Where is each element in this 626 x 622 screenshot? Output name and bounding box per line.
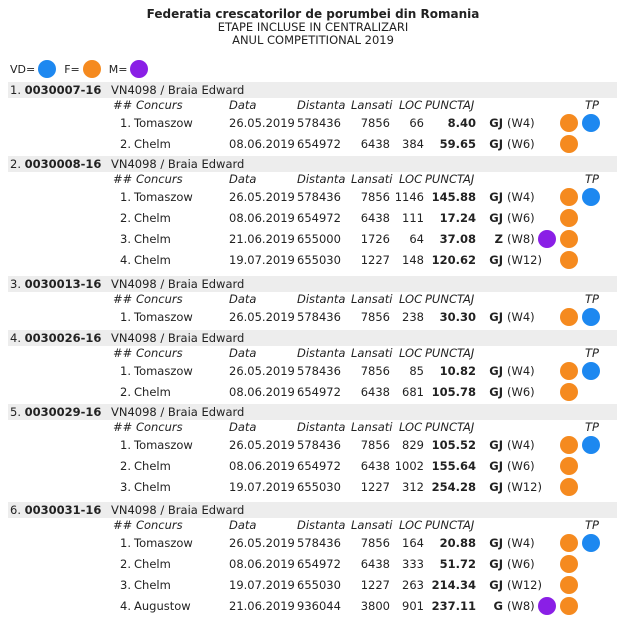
race-category: GJ bbox=[489, 438, 503, 452]
race-nr: 4. bbox=[120, 599, 131, 613]
pigeon-number: 3. bbox=[10, 277, 21, 291]
col-header-lansati: Lansati bbox=[351, 346, 393, 360]
badge-orange-dot bbox=[560, 114, 578, 132]
race-series: (W6) bbox=[507, 557, 535, 571]
col-header-nr bbox=[113, 518, 183, 532]
race-released: 1726 bbox=[360, 232, 390, 246]
col-header-tp: TP bbox=[585, 346, 599, 360]
race-released: 6438 bbox=[360, 557, 390, 571]
column-header-row bbox=[0, 98, 626, 112]
race-score: 8.40 bbox=[447, 116, 476, 130]
race-place: 384 bbox=[402, 137, 424, 151]
race-distance: 654972 bbox=[297, 459, 341, 473]
race-released: 7856 bbox=[360, 438, 390, 452]
race-concurs: Tomaszow bbox=[134, 116, 193, 130]
race-date: 26.05.2019 bbox=[229, 190, 295, 204]
race-distance: 655000 bbox=[297, 232, 341, 246]
race-nr: 4. bbox=[120, 253, 131, 267]
race-score: 214.34 bbox=[431, 578, 476, 592]
owner-name: VN4098 / Braia Edward bbox=[111, 503, 245, 517]
badge-orange-dot bbox=[560, 534, 578, 552]
race-row bbox=[0, 361, 626, 381]
race-score: 30.30 bbox=[439, 310, 476, 324]
race-released: 7856 bbox=[360, 116, 390, 130]
race-series: (W6) bbox=[507, 211, 535, 225]
race-date: 19.07.2019 bbox=[229, 480, 295, 494]
pigeon-header bbox=[8, 156, 617, 172]
legend-label-m: M= bbox=[108, 62, 128, 76]
race-concurs: Tomaszow bbox=[134, 364, 193, 378]
race-category: GJ bbox=[489, 459, 503, 473]
race-score: 155.64 bbox=[431, 459, 476, 473]
race-row bbox=[0, 533, 626, 553]
race-row bbox=[0, 229, 626, 249]
race-place: 238 bbox=[402, 310, 424, 324]
race-nr: 1. bbox=[120, 310, 131, 324]
race-released: 7856 bbox=[360, 364, 390, 378]
race-released: 7856 bbox=[360, 536, 390, 550]
race-concurs: Chelm bbox=[134, 232, 171, 246]
col-header-loc: LOC bbox=[399, 518, 423, 532]
ring-code: 0030029-16 bbox=[24, 405, 102, 419]
col-header-nr bbox=[113, 346, 183, 360]
race-row bbox=[0, 250, 626, 270]
race-place: 1146 bbox=[394, 190, 424, 204]
race-category: GJ bbox=[489, 211, 503, 225]
race-category: GJ bbox=[489, 557, 503, 571]
col-header-nr-text: ## bbox=[113, 98, 133, 112]
race-concurs: Chelm bbox=[134, 557, 171, 571]
badge-orange-dot bbox=[560, 230, 578, 248]
race-released: 1227 bbox=[360, 480, 390, 494]
pigeon-header bbox=[8, 276, 617, 292]
col-header-data: Data bbox=[229, 172, 257, 186]
col-header-distanta: Distanta bbox=[297, 292, 346, 306]
page-subtitle: ETAPE INCLUSE IN CENTRALIZARI bbox=[217, 20, 409, 34]
race-row bbox=[0, 435, 626, 455]
race-category: GJ bbox=[489, 536, 503, 550]
race-distance: 578436 bbox=[297, 190, 341, 204]
badge-orange-dot bbox=[560, 188, 578, 206]
race-score: 145.88 bbox=[431, 190, 476, 204]
race-place: 681 bbox=[402, 385, 424, 399]
race-nr: 2. bbox=[120, 211, 131, 225]
race-nr: 2. bbox=[120, 137, 131, 151]
pigeon-header bbox=[8, 404, 617, 420]
race-series: (W6) bbox=[507, 459, 535, 473]
race-distance: 578436 bbox=[297, 438, 341, 452]
race-concurs: Tomaszow bbox=[134, 536, 193, 550]
badge-orange-dot bbox=[560, 383, 578, 401]
badge-blue-dot bbox=[582, 436, 600, 454]
race-category: GJ bbox=[489, 364, 503, 378]
col-header-nr bbox=[113, 98, 183, 112]
race-category: GJ bbox=[489, 253, 503, 267]
race-date: 08.06.2019 bbox=[229, 459, 295, 473]
col-header-tp: TP bbox=[585, 172, 599, 186]
race-score: 254.28 bbox=[431, 480, 476, 494]
race-score: 37.08 bbox=[439, 232, 476, 246]
col-header-data: Data bbox=[229, 98, 257, 112]
race-distance: 578436 bbox=[297, 364, 341, 378]
owner-name: VN4098 / Braia Edward bbox=[111, 277, 245, 291]
col-header-nr-text: ## bbox=[113, 420, 133, 434]
col-header-lansati: Lansati bbox=[351, 172, 393, 186]
race-released: 6438 bbox=[360, 459, 390, 473]
race-series: (W12) bbox=[507, 480, 542, 494]
race-concurs: Chelm bbox=[134, 211, 171, 225]
col-header-loc: LOC bbox=[399, 98, 423, 112]
col-header-loc: LOC bbox=[399, 346, 423, 360]
pigeon-number: 6. bbox=[10, 503, 21, 517]
race-row bbox=[0, 477, 626, 497]
owner-name: VN4098 / Braia Edward bbox=[111, 157, 245, 171]
col-header-data: Data bbox=[229, 518, 257, 532]
race-row bbox=[0, 456, 626, 476]
race-category: GJ bbox=[489, 116, 503, 130]
legend-label-f: F= bbox=[64, 62, 80, 76]
race-score: 20.88 bbox=[439, 536, 476, 550]
race-distance: 578436 bbox=[297, 536, 341, 550]
col-header-nr bbox=[113, 292, 183, 306]
race-concurs: Chelm bbox=[134, 385, 171, 399]
col-header-nr bbox=[113, 172, 183, 186]
badge-blue-dot bbox=[582, 308, 600, 326]
race-distance: 654972 bbox=[297, 211, 341, 225]
race-concurs: Tomaszow bbox=[134, 438, 193, 452]
race-date: 26.05.2019 bbox=[229, 364, 295, 378]
race-date: 08.06.2019 bbox=[229, 385, 295, 399]
race-date: 08.06.2019 bbox=[229, 211, 295, 225]
pigeon-index bbox=[10, 404, 101, 420]
badge-orange-dot bbox=[560, 209, 578, 227]
col-header-lansati: Lansati bbox=[351, 518, 393, 532]
badge-blue-dot bbox=[582, 534, 600, 552]
legend-label-vd: VD= bbox=[10, 62, 36, 76]
race-place: 1002 bbox=[394, 459, 424, 473]
col-header-tp: TP bbox=[585, 420, 599, 434]
race-score: 59.65 bbox=[439, 137, 476, 151]
race-concurs: Augustow bbox=[134, 599, 191, 613]
race-distance: 654972 bbox=[297, 137, 341, 151]
race-nr: 2. bbox=[120, 385, 131, 399]
pigeon-header bbox=[8, 82, 617, 98]
pigeon-number: 2. bbox=[10, 157, 21, 171]
color-legend bbox=[10, 60, 156, 78]
col-header-lansati: Lansati bbox=[351, 420, 393, 434]
race-distance: 654972 bbox=[297, 385, 341, 399]
race-nr: 3. bbox=[120, 232, 131, 246]
race-score: 17.24 bbox=[439, 211, 476, 225]
col-header-punctaj: PUNCTAJ bbox=[425, 420, 475, 434]
race-series: (W4) bbox=[507, 438, 535, 452]
race-released: 1227 bbox=[360, 253, 390, 267]
ring-code: 0030031-16 bbox=[24, 503, 102, 517]
race-category: GJ bbox=[489, 578, 503, 592]
col-header-distanta: Distanta bbox=[297, 420, 346, 434]
race-released: 7856 bbox=[360, 310, 390, 324]
badge-purple-dot bbox=[538, 597, 556, 615]
badge-orange-dot bbox=[560, 135, 578, 153]
col-header-distanta: Distanta bbox=[297, 172, 346, 186]
race-series: (W12) bbox=[507, 253, 542, 267]
col-header-concurs: Concurs bbox=[135, 98, 183, 112]
race-released: 3800 bbox=[360, 599, 390, 613]
col-header-loc: LOC bbox=[399, 172, 423, 186]
col-header-concurs: Concurs bbox=[135, 346, 183, 360]
race-date: 08.06.2019 bbox=[229, 557, 295, 571]
race-date: 26.05.2019 bbox=[229, 438, 295, 452]
legend-dot-orange bbox=[83, 60, 101, 78]
race-category: GJ bbox=[489, 310, 503, 324]
pigeon-number: 4. bbox=[10, 331, 21, 345]
col-header-nr-text: ## bbox=[113, 518, 133, 532]
race-category: G bbox=[493, 599, 503, 613]
race-series: (W4) bbox=[507, 536, 535, 550]
race-distance: 654972 bbox=[297, 557, 341, 571]
col-header-punctaj: PUNCTAJ bbox=[425, 292, 475, 306]
col-header-nr-text: ## bbox=[113, 172, 133, 186]
race-series: (W4) bbox=[507, 310, 535, 324]
col-header-nr-text: ## bbox=[113, 292, 133, 306]
badge-blue-dot bbox=[582, 188, 600, 206]
race-concurs: Chelm bbox=[134, 578, 171, 592]
owner-name: VN4098 / Braia Edward bbox=[111, 83, 245, 97]
col-header-tp: TP bbox=[585, 518, 599, 532]
race-score: 10.82 bbox=[439, 364, 476, 378]
race-concurs: Chelm bbox=[134, 480, 171, 494]
legend-dot-purple bbox=[130, 60, 148, 78]
race-nr: 3. bbox=[120, 480, 131, 494]
race-score: 51.72 bbox=[439, 557, 476, 571]
col-header-tp: TP bbox=[585, 98, 599, 112]
ring-code: 0030013-16 bbox=[24, 277, 102, 291]
col-header-punctaj: PUNCTAJ bbox=[425, 518, 475, 532]
pigeon-index bbox=[10, 502, 101, 518]
column-header-row bbox=[0, 346, 626, 360]
race-series: (W8) bbox=[507, 232, 535, 246]
column-header-row bbox=[0, 172, 626, 186]
race-distance: 936044 bbox=[297, 599, 341, 613]
race-category: GJ bbox=[489, 190, 503, 204]
race-concurs: Tomaszow bbox=[134, 190, 193, 204]
col-header-tp: TP bbox=[585, 292, 599, 306]
col-header-concurs: Concurs bbox=[135, 292, 183, 306]
race-date: 19.07.2019 bbox=[229, 253, 295, 267]
badge-blue-dot bbox=[582, 114, 600, 132]
race-score: 120.62 bbox=[431, 253, 476, 267]
column-header-row bbox=[0, 420, 626, 434]
pigeon-header bbox=[8, 502, 617, 518]
race-row bbox=[0, 554, 626, 574]
col-header-distanta: Distanta bbox=[297, 98, 346, 112]
race-date: 08.06.2019 bbox=[229, 137, 295, 151]
col-header-nr-text: ## bbox=[113, 346, 133, 360]
race-nr: 2. bbox=[120, 459, 131, 473]
column-header-row bbox=[0, 292, 626, 306]
race-row bbox=[0, 187, 626, 207]
race-place: 901 bbox=[402, 599, 424, 613]
race-date: 21.06.2019 bbox=[229, 232, 295, 246]
legend-dot-blue bbox=[38, 60, 56, 78]
race-date: 26.05.2019 bbox=[229, 310, 295, 324]
pigeon-index bbox=[10, 156, 101, 172]
badge-orange-dot bbox=[560, 597, 578, 615]
race-released: 6438 bbox=[360, 385, 390, 399]
race-released: 7856 bbox=[360, 190, 390, 204]
race-place: 164 bbox=[402, 536, 424, 550]
pigeon-index bbox=[10, 330, 101, 346]
page-title: Federatia crescatorilor de porumbei din Romania bbox=[146, 7, 480, 21]
race-distance: 655030 bbox=[297, 578, 341, 592]
race-date: 26.05.2019 bbox=[229, 536, 295, 550]
race-score: 237.11 bbox=[431, 599, 476, 613]
race-series: (W8) bbox=[507, 599, 535, 613]
col-header-distanta: Distanta bbox=[297, 346, 346, 360]
badge-orange-dot bbox=[560, 478, 578, 496]
badge-orange-dot bbox=[560, 308, 578, 326]
race-category: GJ bbox=[489, 385, 503, 399]
badge-orange-dot bbox=[560, 576, 578, 594]
pigeon-header bbox=[8, 330, 617, 346]
race-row bbox=[0, 113, 626, 133]
race-nr: 2. bbox=[120, 557, 131, 571]
race-released: 6438 bbox=[360, 211, 390, 225]
race-place: 111 bbox=[402, 211, 424, 225]
race-row bbox=[0, 208, 626, 228]
race-category: GJ bbox=[489, 480, 503, 494]
race-nr: 1. bbox=[120, 190, 131, 204]
race-concurs: Chelm bbox=[134, 459, 171, 473]
race-date: 19.07.2019 bbox=[229, 578, 295, 592]
race-nr: 1. bbox=[120, 536, 131, 550]
race-row bbox=[0, 596, 626, 616]
owner-name: VN4098 / Braia Edward bbox=[111, 405, 245, 419]
badge-orange-dot bbox=[560, 251, 578, 269]
race-score: 105.78 bbox=[431, 385, 476, 399]
race-concurs: Chelm bbox=[134, 137, 171, 151]
col-header-loc: LOC bbox=[399, 292, 423, 306]
col-header-nr bbox=[113, 420, 183, 434]
race-place: 263 bbox=[402, 578, 424, 592]
race-place: 66 bbox=[409, 116, 424, 130]
race-row bbox=[0, 134, 626, 154]
pigeon-index bbox=[10, 276, 101, 292]
col-header-lansati: Lansati bbox=[351, 292, 393, 306]
race-nr: 1. bbox=[120, 116, 131, 130]
race-place: 64 bbox=[409, 232, 424, 246]
race-distance: 655030 bbox=[297, 480, 341, 494]
col-header-lansati: Lansati bbox=[351, 98, 393, 112]
col-header-data: Data bbox=[229, 346, 257, 360]
owner-name: VN4098 / Braia Edward bbox=[111, 331, 245, 345]
column-header-row bbox=[0, 518, 626, 532]
race-category: Z bbox=[494, 232, 503, 246]
race-place: 333 bbox=[402, 557, 424, 571]
pigeon-number: 5. bbox=[10, 405, 21, 419]
race-distance: 578436 bbox=[297, 116, 341, 130]
race-place: 312 bbox=[402, 480, 424, 494]
col-header-distanta: Distanta bbox=[297, 518, 346, 532]
badge-orange-dot bbox=[560, 362, 578, 380]
race-released: 6438 bbox=[360, 137, 390, 151]
race-category: GJ bbox=[489, 137, 503, 151]
race-nr: 1. bbox=[120, 438, 131, 452]
col-header-loc: LOC bbox=[399, 420, 423, 434]
col-header-concurs: Concurs bbox=[135, 420, 183, 434]
race-row bbox=[0, 307, 626, 327]
competition-year: ANUL COMPETITIONAL 2019 bbox=[232, 33, 394, 47]
badge-orange-dot bbox=[560, 457, 578, 475]
ring-code: 0030008-16 bbox=[24, 157, 102, 171]
race-row bbox=[0, 575, 626, 595]
col-header-punctaj: PUNCTAJ bbox=[425, 98, 475, 112]
race-series: (W4) bbox=[507, 116, 535, 130]
race-distance: 578436 bbox=[297, 310, 341, 324]
col-header-concurs: Concurs bbox=[135, 172, 183, 186]
race-series: (W6) bbox=[507, 385, 535, 399]
race-place: 829 bbox=[402, 438, 424, 452]
badge-orange-dot bbox=[560, 436, 578, 454]
col-header-punctaj: PUNCTAJ bbox=[425, 172, 475, 186]
badge-orange-dot bbox=[560, 555, 578, 573]
race-distance: 655030 bbox=[297, 253, 341, 267]
race-concurs: Chelm bbox=[134, 253, 171, 267]
pigeon-number: 1. bbox=[10, 83, 21, 97]
col-header-concurs: Concurs bbox=[135, 518, 183, 532]
race-score: 105.52 bbox=[431, 438, 476, 452]
race-released: 1227 bbox=[360, 578, 390, 592]
badge-purple-dot bbox=[538, 230, 556, 248]
race-nr: 1. bbox=[120, 364, 131, 378]
ring-code: 0030007-16 bbox=[24, 83, 102, 97]
race-concurs: Tomaszow bbox=[134, 310, 193, 324]
race-row bbox=[0, 382, 626, 402]
race-date: 21.06.2019 bbox=[229, 599, 295, 613]
col-header-data: Data bbox=[229, 292, 257, 306]
race-series: (W12) bbox=[507, 578, 542, 592]
race-date: 26.05.2019 bbox=[229, 116, 295, 130]
race-series: (W4) bbox=[507, 364, 535, 378]
badge-blue-dot bbox=[582, 362, 600, 380]
pigeon-index bbox=[10, 82, 101, 98]
race-place: 148 bbox=[402, 253, 424, 267]
col-header-punctaj: PUNCTAJ bbox=[425, 346, 475, 360]
race-place: 85 bbox=[409, 364, 424, 378]
col-header-data: Data bbox=[229, 420, 257, 434]
race-nr: 3. bbox=[120, 578, 131, 592]
ring-code: 0030026-16 bbox=[24, 331, 102, 345]
race-series: (W4) bbox=[507, 190, 535, 204]
race-series: (W6) bbox=[507, 137, 535, 151]
